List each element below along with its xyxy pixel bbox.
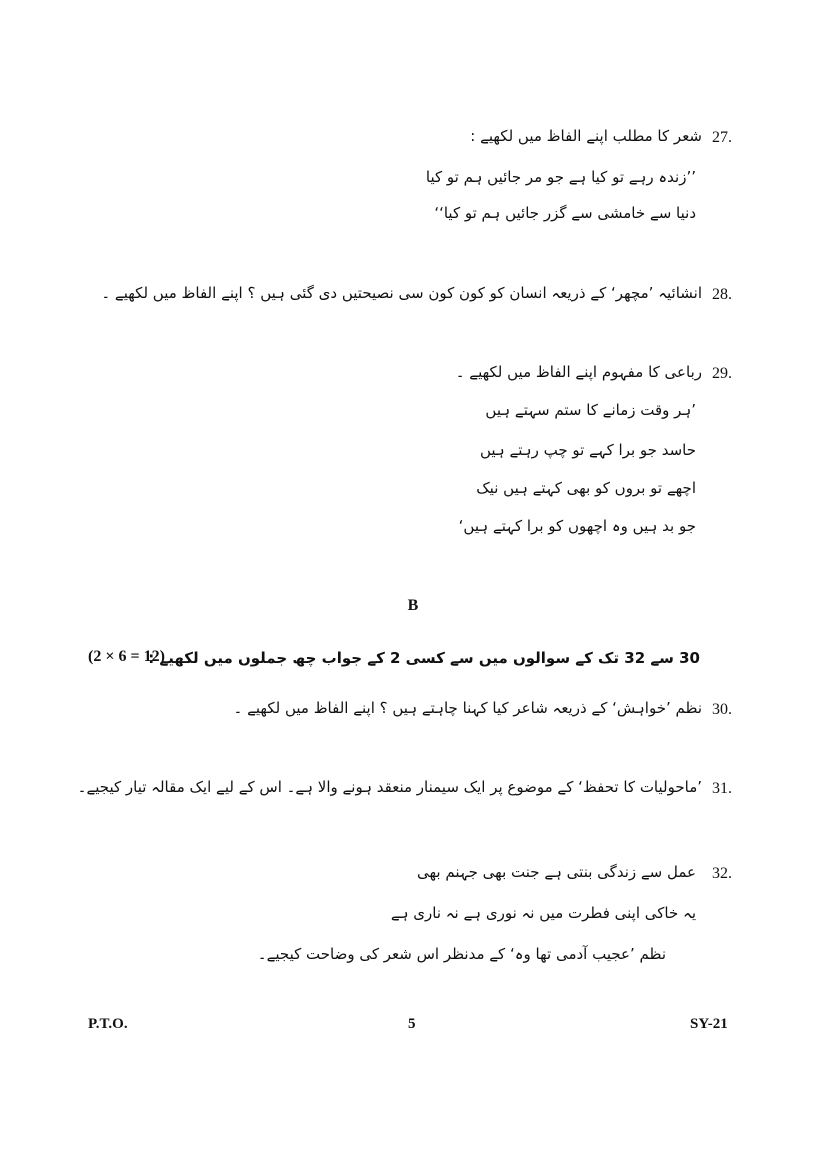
question-number: 28. (712, 286, 732, 303)
question-prompt: شعر کا مطلب اپنے الفاظ میں لکھیے : (470, 127, 702, 145)
verse-line: ’ہر وقت زمانے کا ستم سہتے ہیں (485, 401, 696, 419)
page-number: 5 (408, 1016, 416, 1032)
question-prompt: رباعی کا مفہوم اپنے الفاظ میں لکھیے ۔ (455, 363, 702, 381)
question-number: 30. (712, 701, 732, 718)
verse-line: عمل سے زندگی بنتی ہے جنت بھی جہنم بھی (416, 863, 696, 881)
verse-line: اچھے تو بروں کو بھی کہتے ہیں نیک (476, 479, 696, 497)
question-prompt: نظم ’خواہش‘ کے ذریعہ شاعر کیا کہنا چاہتے ہیں ؟ اپنے الفاظ میں لکھیے ۔ (233, 699, 702, 717)
verse-line: حاسد جو برا کہے تو چپ رہتے ہیں (479, 441, 696, 459)
verse-line: دنیا سے خامشی سے گزر جائیں ہم تو کیا‘‘ (434, 204, 696, 222)
footer-pto: P.T.O. (88, 1016, 128, 1032)
verse-line: ’’زندہ رہے تو کیا ہے جو مر جائیں ہم تو کیا (425, 168, 696, 186)
question-number: 27. (712, 129, 732, 146)
verse-line: جو بد ہیں وہ اچھوں کو برا کہتے ہیں‘ (458, 517, 696, 535)
paper-code: SY-21 (690, 1016, 728, 1032)
question-number: 32. (712, 865, 732, 882)
verse-line: یہ خاکی اپنی فطرت میں نہ نوری ہے نہ ناری ہے (390, 904, 696, 922)
question-prompt: نظم ’عجیب آدمی تھا وہ‘ کے مدنظر اس شعر کی وضاحت کیجیے۔ (257, 945, 666, 963)
question-number: 29. (712, 365, 732, 382)
section-marks: (2 × 6 = 12) (88, 648, 165, 665)
section-label: B (407, 597, 419, 614)
question-prompt: ’ماحولیات کا تحفظ‘ کے موضوع پر ایک سیمنار منعقد ہونے والا ہے۔ اس کے لیے ایک مقالہ تیار کیجیے۔ (77, 778, 702, 796)
question-number: 31. (712, 780, 732, 797)
section-instruction: 30 سے 32 تک کے سوالوں میں سے کسی 2 کے جواب چھ جملوں میں لکھیے : (148, 649, 700, 667)
question-prompt: انشائیہ ’مچھر‘ کے ذریعہ انسان کو کون کون سی نصیحتیں دی گئی ہیں ؟ اپنے الفاظ میں لکھیے ۔ (101, 284, 702, 302)
